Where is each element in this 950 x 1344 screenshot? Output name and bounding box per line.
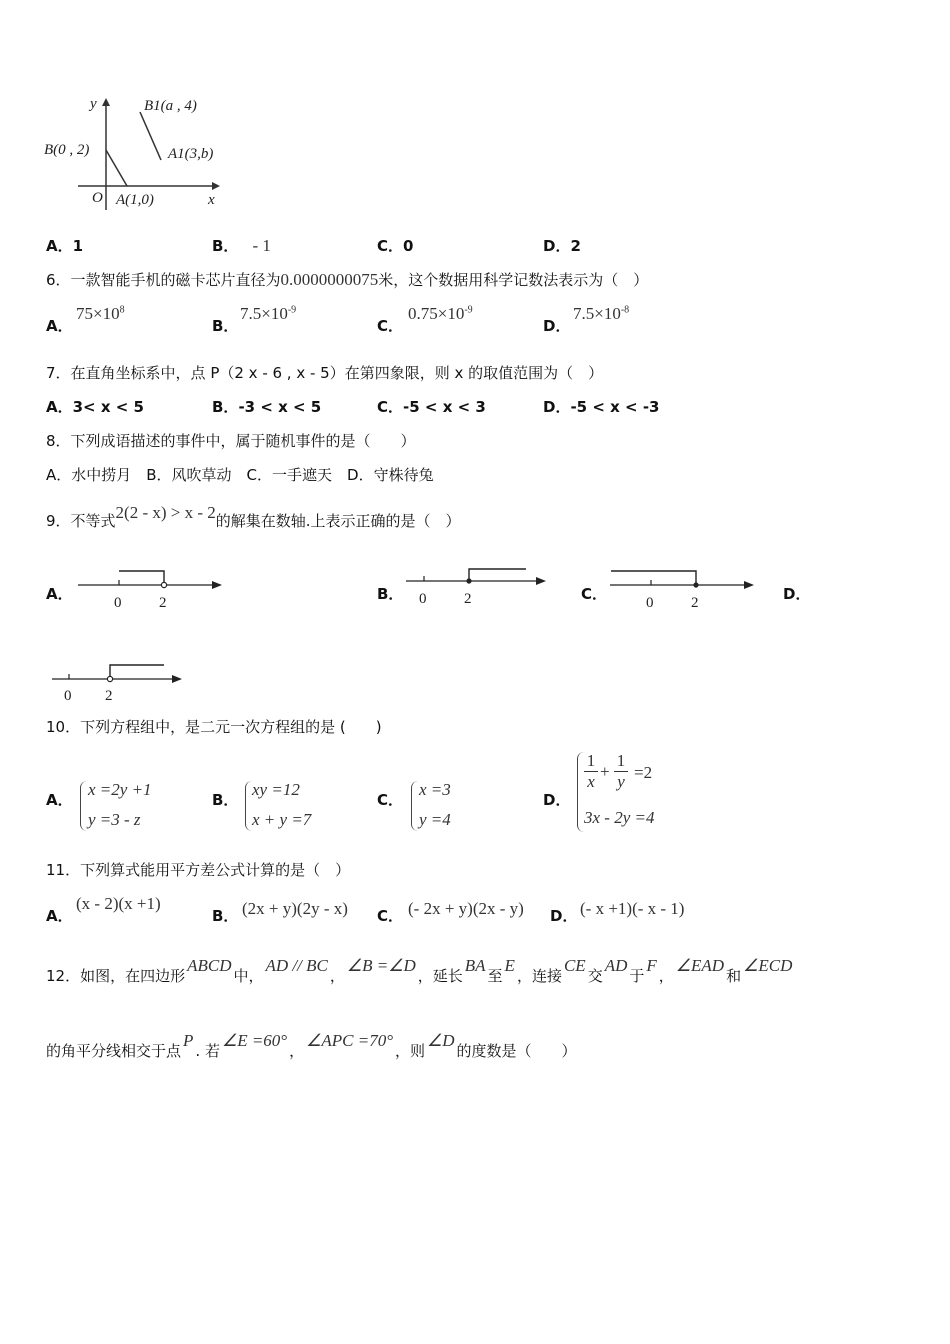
q9-option-c-numberline[interactable] xyxy=(606,564,766,614)
tick-0: 0 xyxy=(114,595,122,611)
q12-text-run: 和 xyxy=(726,967,742,985)
q5-option-d[interactable] xyxy=(543,236,581,256)
exponent: -9 xyxy=(464,304,473,316)
option-value: 1 xyxy=(72,237,84,255)
q11-option-b-value: (2x + y)(2y - x) xyxy=(242,899,348,918)
q5-option-a[interactable] xyxy=(46,236,83,256)
q12-text-run: . 若 xyxy=(195,1042,220,1060)
q6-option-d-value: $7.5\times 10^{-8}$ xyxy=(573,304,630,323)
fraction-denominator: y xyxy=(617,772,625,791)
option-value: -5 < x < -3 xyxy=(570,398,660,416)
q11-option-d-label[interactable]: D． xyxy=(550,907,578,925)
q7-stem: 7．在直角坐标系中，点 P（2 x - 6 , x - 5）在第四象限，则 x 的取值范围为（ ） xyxy=(46,364,604,382)
q12-math-term: F xyxy=(646,956,657,975)
q10-option-d-eq2: 3x - 2y =4 xyxy=(584,808,655,827)
q8-options[interactable]: A．水中捞月 B．风吹草动 C．一手遮天 D．守株待兔 xyxy=(46,466,434,484)
q10-option-c-brace xyxy=(411,781,418,831)
option-value: -5 < x < 3 xyxy=(403,398,486,416)
tick-0: 0 xyxy=(646,595,654,611)
q10-option-d-brace xyxy=(577,752,584,832)
q12-stem-line2 xyxy=(46,1031,577,1061)
q9-stem-prefix: 9．不等式 xyxy=(46,512,116,530)
q11-option-b-label[interactable]: B． xyxy=(212,907,239,925)
option-value: 2 xyxy=(570,237,581,255)
q11-option-c-label[interactable]: C． xyxy=(377,907,404,925)
fraction-numerator: 1 xyxy=(616,751,626,770)
q12-text-run: ，延长 xyxy=(417,967,463,985)
q12-text-run: 交 xyxy=(587,967,603,985)
exponent: -8 xyxy=(620,304,630,316)
option-label: D． xyxy=(543,237,571,255)
q8-stem: 8．下列成语描述的事件中，属于随机事件的是（ ） xyxy=(46,432,416,450)
q7-option-c[interactable] xyxy=(377,397,486,417)
q7-option-d[interactable] xyxy=(543,397,659,417)
tick-0: 0 xyxy=(419,591,427,607)
tick-2: 2 xyxy=(691,595,699,611)
q12-math-term: ∠B =∠D xyxy=(346,956,416,975)
option-label: C． xyxy=(377,317,404,335)
q11-option-a-label[interactable]: A． xyxy=(46,907,73,925)
q10-option-a-eq2: y =3 - z xyxy=(88,810,141,829)
q10-option-d-eq1-rhs: =2 xyxy=(634,763,653,782)
q10-option-b-eq2: x + y =7 xyxy=(252,810,312,829)
q10-option-b-eq1: xy =12 xyxy=(252,780,300,799)
tick-2: 2 xyxy=(464,591,472,607)
option-label: B． xyxy=(212,398,239,416)
q12-math-term: AD xyxy=(604,956,628,975)
q12-math-term: ABCD xyxy=(187,956,232,975)
mantissa: 0.75 xyxy=(408,304,438,323)
q9-option-a-label[interactable]: A． xyxy=(46,585,73,603)
q12-text-run: 至 xyxy=(487,967,503,985)
fraction-denominator: x xyxy=(587,772,595,791)
q12-text-run: 于 xyxy=(629,967,645,985)
q11-option-d-value: (- x +1)(- x - 1) xyxy=(580,899,685,918)
option-label: A． xyxy=(46,317,73,335)
q9-stem xyxy=(46,503,461,531)
q10-option-c-eq1: x =3 xyxy=(419,780,451,799)
q12-math-term: ∠D xyxy=(427,1031,455,1050)
q5-option-b[interactable] xyxy=(212,236,271,256)
q12-math-term: ∠E =60° xyxy=(221,1031,288,1050)
option-value: 0 xyxy=(403,237,414,255)
q5-option-c[interactable] xyxy=(377,236,413,256)
origin-label: O xyxy=(92,190,103,206)
tick-2: 2 xyxy=(159,595,167,611)
point-b1-label: B1(a , 4) xyxy=(144,98,197,114)
q10-option-b-brace xyxy=(245,781,252,831)
option-value: 3< x < 5 xyxy=(72,398,144,416)
point-b-label: B(0 , 2) xyxy=(44,142,90,158)
q6-option-b[interactable] xyxy=(212,316,238,336)
q6-stem-suffix: 米，这个数据用科学记数法表示为（ ） xyxy=(378,271,649,289)
q9-option-c-label[interactable]: C． xyxy=(581,585,608,603)
q12-text-run: 的度数是（ ） xyxy=(456,1042,577,1060)
q10-option-a-brace xyxy=(80,781,87,831)
q12-math-term: P xyxy=(183,1031,194,1050)
q11-stem: 11．下列算式能用平方差公式计算的是（ ） xyxy=(46,861,351,879)
x-axis-arrow xyxy=(212,182,220,190)
option-value: -3 < x < 5 xyxy=(238,398,322,416)
option-label: A． xyxy=(46,398,73,416)
q12-stem-line1 xyxy=(46,956,794,986)
q9-option-d-numberline[interactable] xyxy=(48,658,198,706)
q6-stem-prefix: 6．一款智能手机的磁卡芯片直径为 xyxy=(46,271,281,289)
mantissa: 7.5 xyxy=(240,304,262,323)
q6-number: 0.0000000075 xyxy=(280,270,379,289)
q10-option-b-label[interactable]: B． xyxy=(212,791,239,809)
q10-option-a-eq1: x =2y +1 xyxy=(88,780,152,799)
q10-option-d-label[interactable]: D． xyxy=(543,791,571,809)
q12-text-run: ， xyxy=(329,967,345,985)
q12-math-term: AD // BC xyxy=(265,956,328,975)
q9-option-b-label[interactable]: B． xyxy=(377,585,404,603)
q12-math-term: E xyxy=(504,956,515,975)
option-label: B． xyxy=(212,317,239,335)
q9-inequality: 2(2 - x) > x - 2 xyxy=(115,503,216,522)
option-label: D． xyxy=(543,317,571,335)
q9-stem-suffix: 的解集在数轴.上表示正确的是（ ） xyxy=(215,512,461,530)
exponent: -9 xyxy=(287,304,297,316)
q6-option-d[interactable] xyxy=(543,316,570,336)
q10-option-c-eq2: y =4 xyxy=(419,810,451,829)
q6-stem xyxy=(46,270,648,290)
q12-text-run: 的角平分线相交于点 xyxy=(46,1042,182,1060)
exponent: 8 xyxy=(119,304,125,316)
q12-text-run: 12．如图，在四边形 xyxy=(46,967,186,985)
point-a1-label: A1(3,b) xyxy=(168,146,214,162)
q6-option-b-value: $7.5\times 10^{-9}$ xyxy=(240,304,297,323)
q12-text-run: ，连接 xyxy=(516,967,562,985)
q6-option-a[interactable] xyxy=(46,316,73,336)
q12-text-run: ，则 xyxy=(395,1042,426,1060)
mantissa: 75 xyxy=(76,304,93,323)
q12-math-term: CE xyxy=(563,956,586,975)
q11-option-a-value: (x - 2)(x +1) xyxy=(76,894,161,913)
q12-text-run: 中， xyxy=(233,967,264,985)
option-label: C． xyxy=(377,398,404,416)
q12-math-term: BA xyxy=(464,956,486,975)
q9-option-d-label[interactable]: D． xyxy=(783,585,811,603)
q12-math-term: ∠APC =70° xyxy=(306,1031,393,1050)
q12-math-term: ∠ECD xyxy=(743,956,793,975)
q12-text-run: ， xyxy=(658,967,674,985)
q6-option-c[interactable] xyxy=(377,316,403,336)
option-label: C． xyxy=(377,237,404,255)
segment-ab xyxy=(106,150,127,186)
q9-option-a-numberline[interactable] xyxy=(74,564,234,614)
q6-option-a-value: $75\times 10^8$ xyxy=(76,304,125,323)
x-axis-label: x xyxy=(208,192,215,208)
option-label: D． xyxy=(543,398,571,416)
q6-option-c-value: $0.75\times 10^{-9}$ xyxy=(408,304,473,323)
segment-a1b1 xyxy=(140,112,161,160)
q9-option-b-numberline[interactable] xyxy=(402,564,562,614)
q10-option-d-fraction-1 xyxy=(584,752,598,791)
q10-option-d-plus: + xyxy=(600,762,610,781)
fraction-numerator: 1 xyxy=(586,751,596,770)
tick-2: 2 xyxy=(105,688,113,704)
q10-stem: 10．下列方程组中，是二元一次方程组的是 ( ) xyxy=(46,718,382,736)
mantissa: 7.5 xyxy=(573,304,595,323)
q10-option-c-label[interactable]: C． xyxy=(377,791,404,809)
q5-coordinate-figure xyxy=(40,90,240,220)
q7-option-a[interactable] xyxy=(46,397,144,417)
option-label: A． xyxy=(46,237,73,255)
q10-option-d-fraction-2 xyxy=(614,752,628,791)
q12-math-term: ∠EAD xyxy=(675,956,725,975)
option-value: - 1 xyxy=(252,236,271,255)
option-label: B． xyxy=(212,237,239,255)
q10-option-a-label[interactable]: A． xyxy=(46,791,73,809)
q7-option-b[interactable] xyxy=(212,397,321,417)
y-axis-arrow xyxy=(102,98,110,106)
point-a-label: A(1,0) xyxy=(116,192,154,208)
q12-text-run: ， xyxy=(289,1042,305,1060)
y-axis-label: y xyxy=(90,96,97,112)
q11-option-c-value: (- 2x + y)(2x - y) xyxy=(408,899,524,918)
tick-0: 0 xyxy=(64,688,72,704)
